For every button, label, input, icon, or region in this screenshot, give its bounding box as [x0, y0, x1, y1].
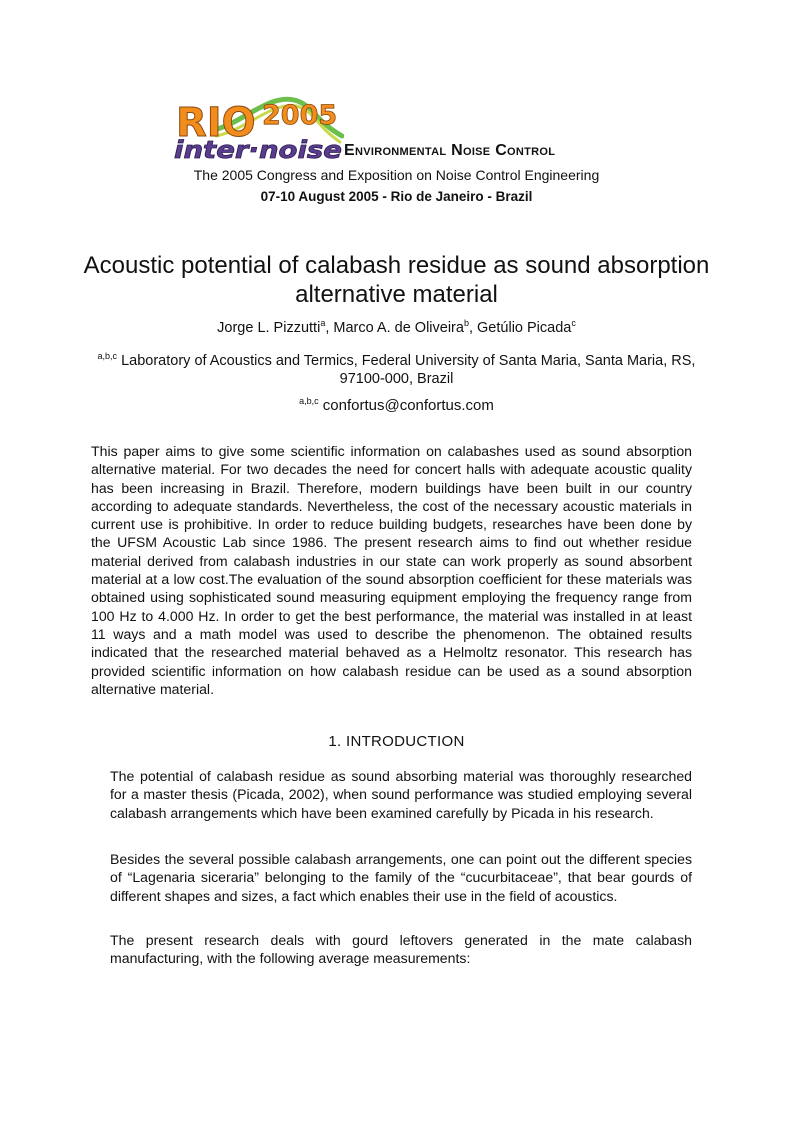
conference-subtitle: The 2005 Congress and Exposition on Noise Control Engineering: [193, 167, 600, 183]
affiliation-marks: a,b,c: [97, 351, 118, 362]
email-marks: a,b,c: [299, 396, 319, 406]
email-address: confortus@confortus.com: [322, 397, 494, 414]
conference-logo: [174, 92, 344, 162]
intro-paragraph: Besides the several possible calabash arrangements, one can point out the different species of “Lagenaria siceraria” belonging to the family of the “cucurbitaceae”, that bear gourds of different shapes and sizes, a fact which enables their use in the field of acoustics.: [110, 851, 692, 904]
author-separator: ,: [325, 320, 334, 336]
section-heading-introduction: 1. INTRODUCTION: [328, 733, 465, 750]
inter-noise-logo-icon: [174, 92, 344, 162]
logo-brand-text: inter·noise: [174, 136, 342, 162]
author-name: Marco A. de Oliveira: [333, 320, 464, 336]
affiliation-text: Laboratory of Acoustics and Termics, Federal University of Santa Maria, Santa Maria, RS, 97100-000, Brazil: [121, 353, 696, 387]
author-mark: c: [571, 318, 576, 329]
author-mark: b: [463, 318, 469, 329]
author-name: Jorge L. Pizzutti: [217, 320, 321, 336]
affiliation: [80, 352, 713, 388]
author-name: Getúlio Picada: [477, 320, 572, 336]
intro-paragraph: The potential of calabash residue as sound absorbing material was thoroughly researched for a master thesis (Picada, 2002), when sound performance was studied employing several calabash arrangements which have been examined carefully by Picada in his research.: [110, 768, 692, 821]
author-separator: ,: [468, 320, 478, 336]
author-mark: a: [320, 318, 326, 329]
intro-paragraph: The present research deals with gourd leftovers generated in the mate calabash manufacturing, with the following average measurements:: [110, 932, 692, 967]
author-list: [0, 320, 793, 336]
contact-email: [0, 397, 793, 414]
paper-title: Acoustic potential of calabash residue as sound absorption alternative material: [83, 252, 710, 308]
conference-title: Environmental Noise Control: [344, 142, 556, 159]
logo-rio-text: RIO: [176, 100, 256, 146]
conference-dates: 07-10 August 2005 - Rio de Janeiro - Brazil: [260, 189, 533, 204]
logo-year-text: 2005: [262, 100, 338, 131]
abstract: This paper aims to give some scientific information on calabashes used as sound absorption alternative material. For two decades the need for concert halls with adequate acoustic quality has been increasing in Brazil. Therefore, modern buildings have been built in our country according to adequate standards. Nevertheless, the cost of the necessary acoustic materials in current use is prohibitive. In order to reduce building budgets, researches have been done by the UFSM Acoustic Lab since 1986. The present research aims to find out whether residue material derived from calabash industries in our state can work properly as sound absorbent material at a low cost.The evaluation of the sound absorption coefficient for these materials was obtained using sophisticated sound measuring equipment employing the frequency range from 100 Hz to 4.000 Hz. In order to get the best performance, the material was installed in at least 11 ways and a math model was used to describe the phenomenon. The obtained results indicated that the researched material behaved as a Helmoltz resonator. This research has provided scientific information on how calabash residue can be used as a sound absorption alternative material.: [91, 443, 692, 697]
